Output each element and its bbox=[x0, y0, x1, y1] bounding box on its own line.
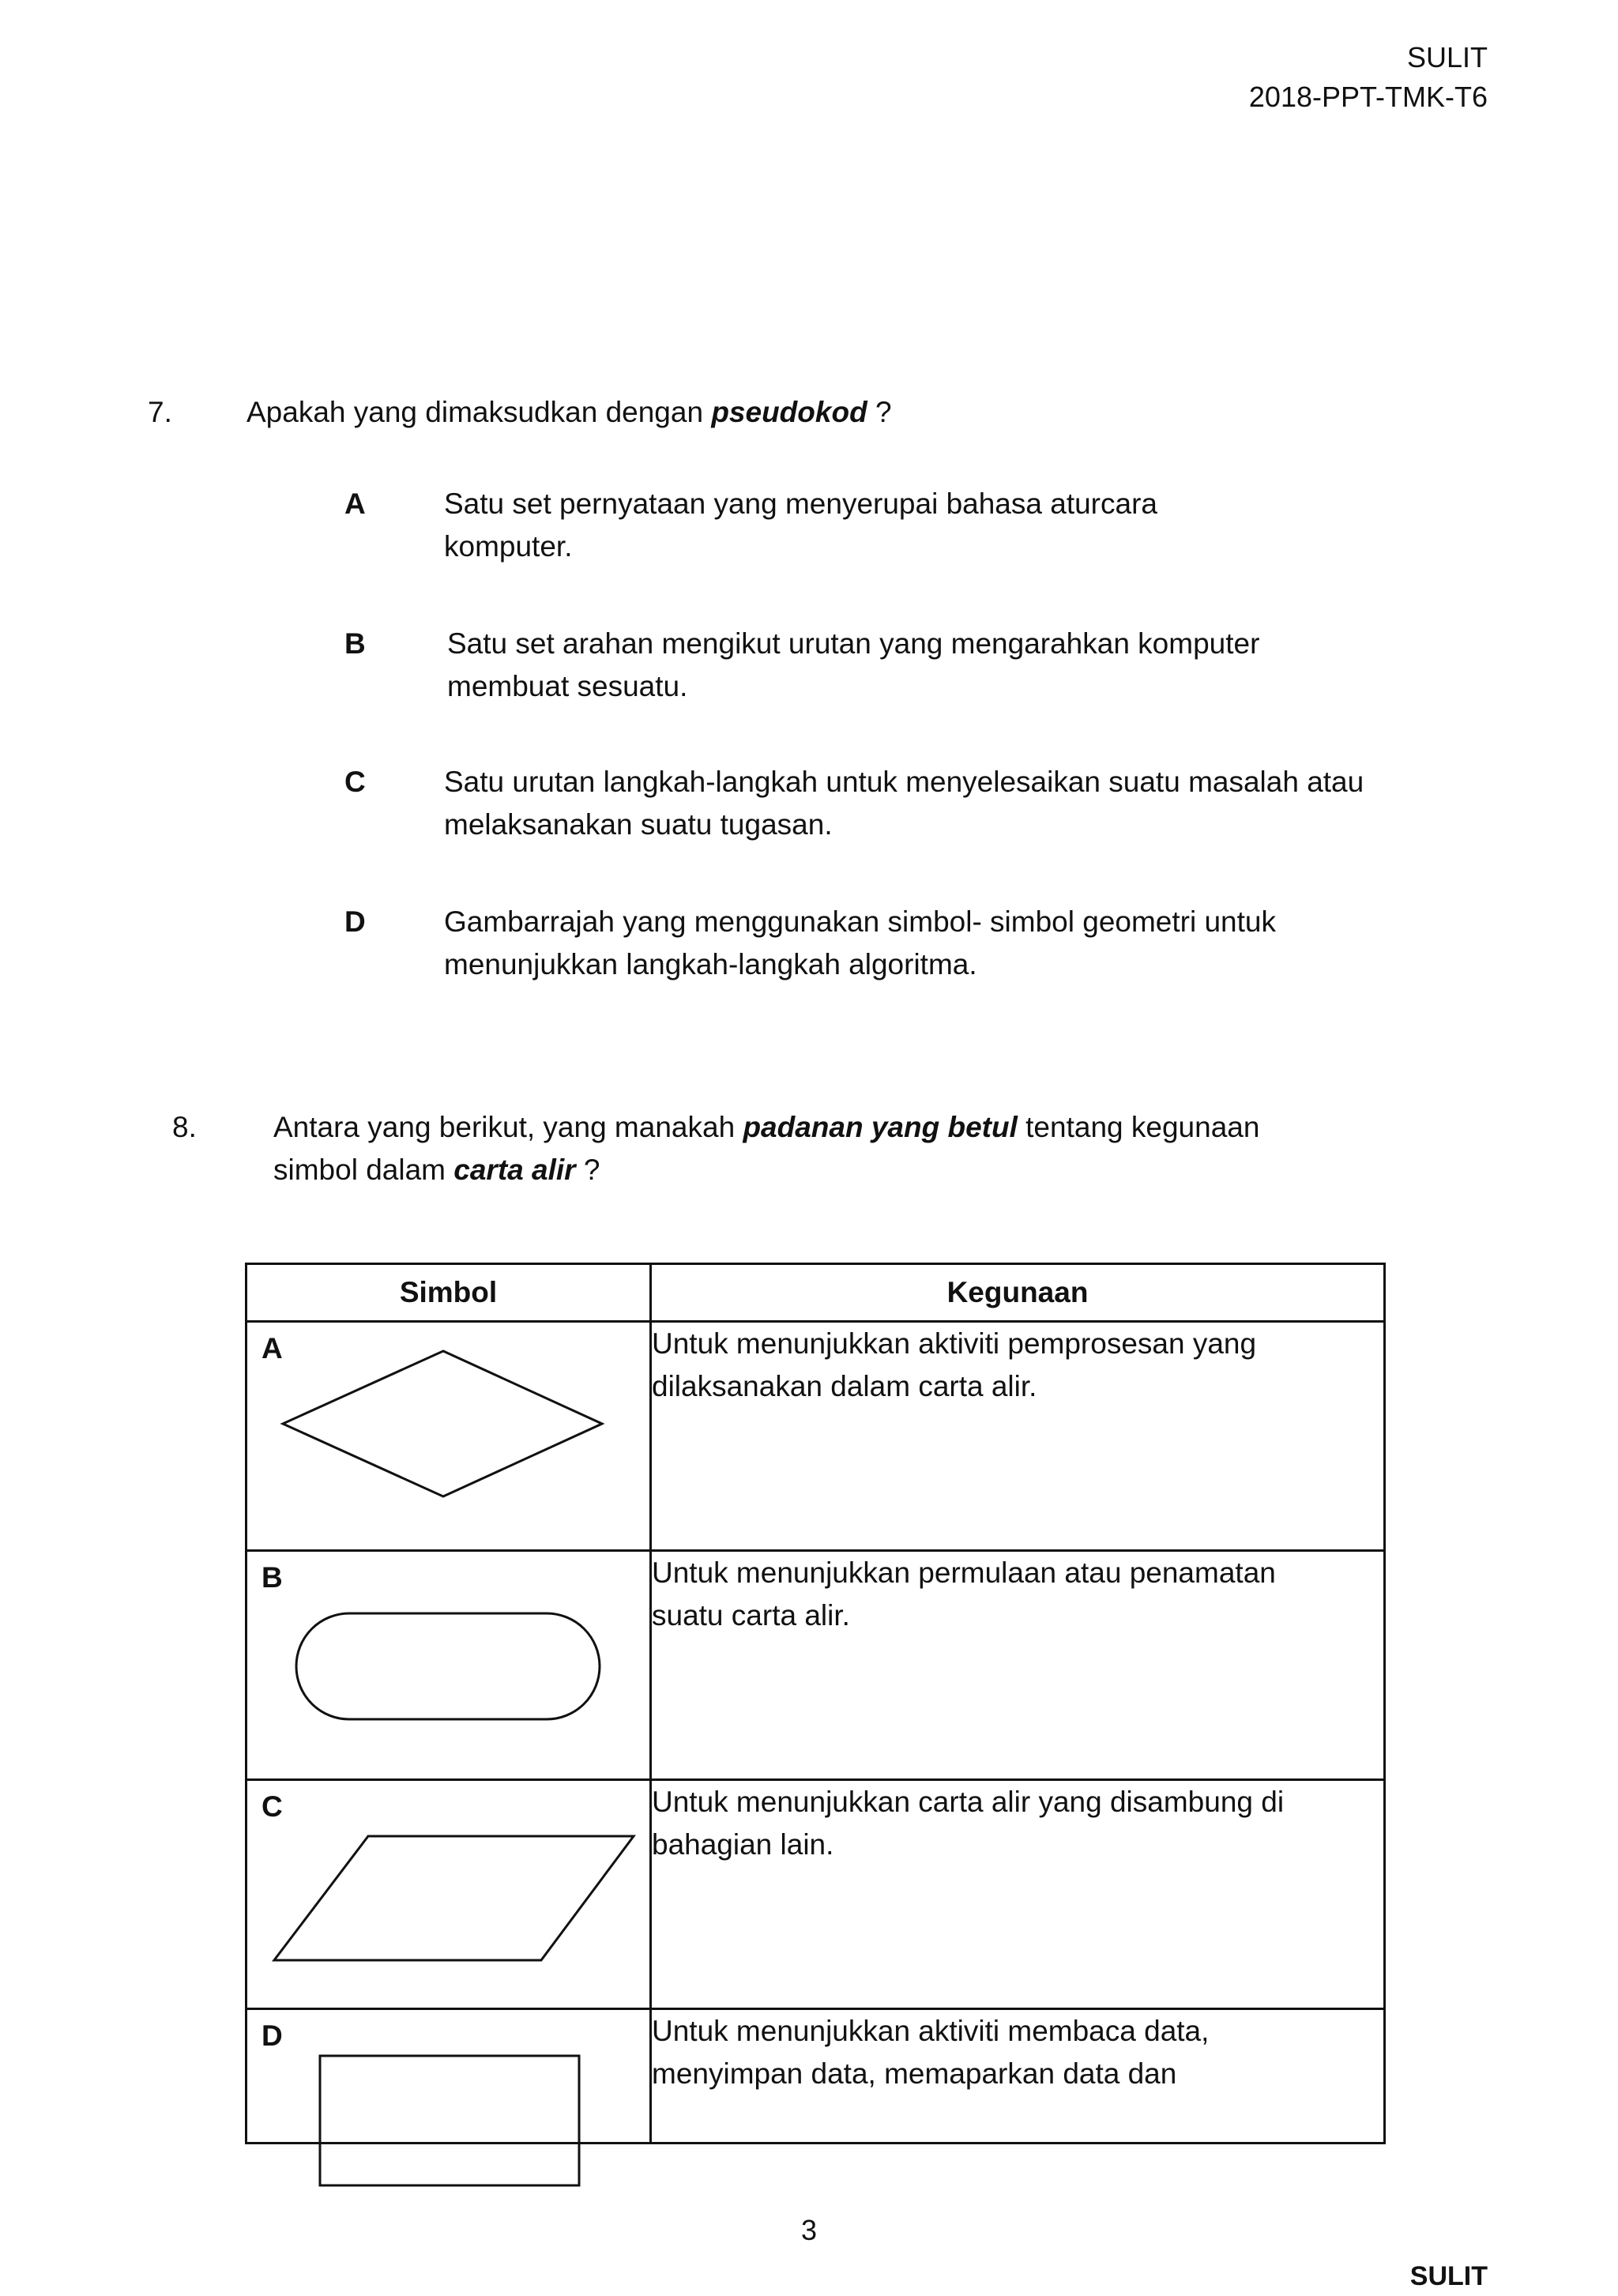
q7-option-b-text[interactable] bbox=[447, 623, 1395, 707]
q8-keyword2: carta alir bbox=[453, 1153, 576, 1186]
q8-stem-part2: tentang kegunaan bbox=[1025, 1111, 1260, 1143]
q7-stem-text: Apakah yang dimaksudkan dengan bbox=[246, 396, 704, 428]
q7-option-a-line1: Satu set pernyataan yang menyerupai bahasa aturcara bbox=[444, 487, 1157, 520]
rectangle-shape bbox=[247, 2010, 650, 2192]
symbol-table bbox=[245, 1263, 1386, 2144]
q7-option-c-letter[interactable]: C bbox=[344, 766, 366, 798]
table-row[interactable] bbox=[246, 1322, 1385, 1551]
header-kegunaan: Kegunaan bbox=[651, 1264, 1385, 1322]
diamond-shape bbox=[247, 1323, 650, 1552]
symbol-cell-d bbox=[246, 2009, 651, 2144]
q8-stem-line2 bbox=[273, 1149, 1379, 1191]
q8-stem-part1: Antara yang berikut, yang manakah bbox=[273, 1111, 736, 1143]
usage-d-line1: Untuk menunjukkan aktiviti membaca data, bbox=[652, 2015, 1210, 2047]
q7-option-c-text[interactable] bbox=[444, 761, 1392, 845]
q7-stem-end: ? bbox=[875, 396, 892, 428]
q7-option-b-line1: Satu set arahan mengikut urutan yang mengarahkan komputer bbox=[447, 627, 1260, 660]
table-row[interactable] bbox=[246, 2009, 1385, 2144]
q7-option-d-line1: Gambarrajah yang menggunakan simbol- simbol geometri untuk bbox=[444, 905, 1276, 938]
rounded-rectangle-shape bbox=[247, 1552, 650, 1781]
q7-number: 7. bbox=[148, 396, 172, 428]
symbol-cell-b bbox=[246, 1551, 651, 1780]
parallelogram-shape bbox=[247, 1781, 650, 2010]
footer-sulit: SULIT bbox=[1409, 2261, 1488, 2291]
usage-cell-a bbox=[651, 1322, 1385, 1551]
row-letter-d: D bbox=[262, 2019, 283, 2052]
q8-number: 8. bbox=[172, 1111, 197, 1143]
usage-c-line1: Untuk menunjukkan carta alir yang disambung di bbox=[652, 1786, 1285, 1818]
usage-d-line2: menyimpan data, memaparkan data dan bbox=[652, 2057, 1177, 2090]
page-number: 3 bbox=[800, 2214, 818, 2246]
q7-option-a-line2: komputer. bbox=[444, 529, 573, 563]
usage-b-line1: Untuk menunjukkan permulaan atau penamatan bbox=[652, 1556, 1276, 1589]
q7-option-a-letter[interactable]: A bbox=[344, 487, 366, 520]
q8-stem-line1 bbox=[273, 1106, 1379, 1149]
q8-stem-line2-text: simbol dalam bbox=[273, 1153, 446, 1186]
table-row[interactable] bbox=[246, 1780, 1385, 2009]
usage-cell-d bbox=[651, 2009, 1385, 2144]
header bbox=[1249, 38, 1488, 118]
q7-option-b-letter[interactable]: B bbox=[344, 627, 366, 660]
usage-c-line2: bahagian lain. bbox=[652, 1827, 834, 1861]
header-sulit: SULIT bbox=[1406, 41, 1488, 73]
q7-option-c-line2: melaksanakan suatu tugasan. bbox=[444, 807, 833, 841]
q8-stem bbox=[273, 1106, 1379, 1191]
row-letter-b: B bbox=[262, 1561, 283, 1594]
q7-stem bbox=[246, 391, 892, 434]
usage-a-line2: dilaksanakan dalam carta alir. bbox=[652, 1369, 1037, 1402]
header-simbol: Simbol bbox=[246, 1264, 651, 1322]
q7-option-a-text[interactable] bbox=[444, 483, 1392, 567]
header-code: 2018-PPT-TMK-T6 bbox=[1248, 81, 1488, 114]
usage-cell-b bbox=[651, 1551, 1385, 1780]
q7-option-d-line2: menunjukkan langkah-langkah algoritma. bbox=[444, 947, 977, 981]
q7-keyword: pseudokod bbox=[711, 396, 867, 428]
q8-keyword1: padanan yang betul bbox=[743, 1111, 1018, 1143]
row-letter-c: C bbox=[262, 1790, 283, 1823]
table-row[interactable] bbox=[246, 1551, 1385, 1780]
q7-option-c-line1: Satu urutan langkah-langkah untuk menyelesaikan suatu masalah atau bbox=[444, 766, 1364, 798]
q7-option-d-letter[interactable]: D bbox=[344, 905, 366, 938]
q8-stem-line2-end: ? bbox=[583, 1153, 600, 1186]
usage-a-line1: Untuk menunjukkan aktiviti pemprosesan yang bbox=[652, 1327, 1257, 1360]
row-letter-a: A bbox=[262, 1332, 283, 1364]
usage-cell-c bbox=[651, 1780, 1385, 2009]
q7-option-b-line2: membuat sesuatu. bbox=[447, 669, 688, 702]
usage-b-line2: suatu carta alir. bbox=[652, 1598, 850, 1632]
q7-option-d-text[interactable] bbox=[444, 901, 1392, 985]
symbol-cell-c bbox=[246, 1780, 651, 2009]
symbol-cell-a bbox=[246, 1322, 651, 1551]
